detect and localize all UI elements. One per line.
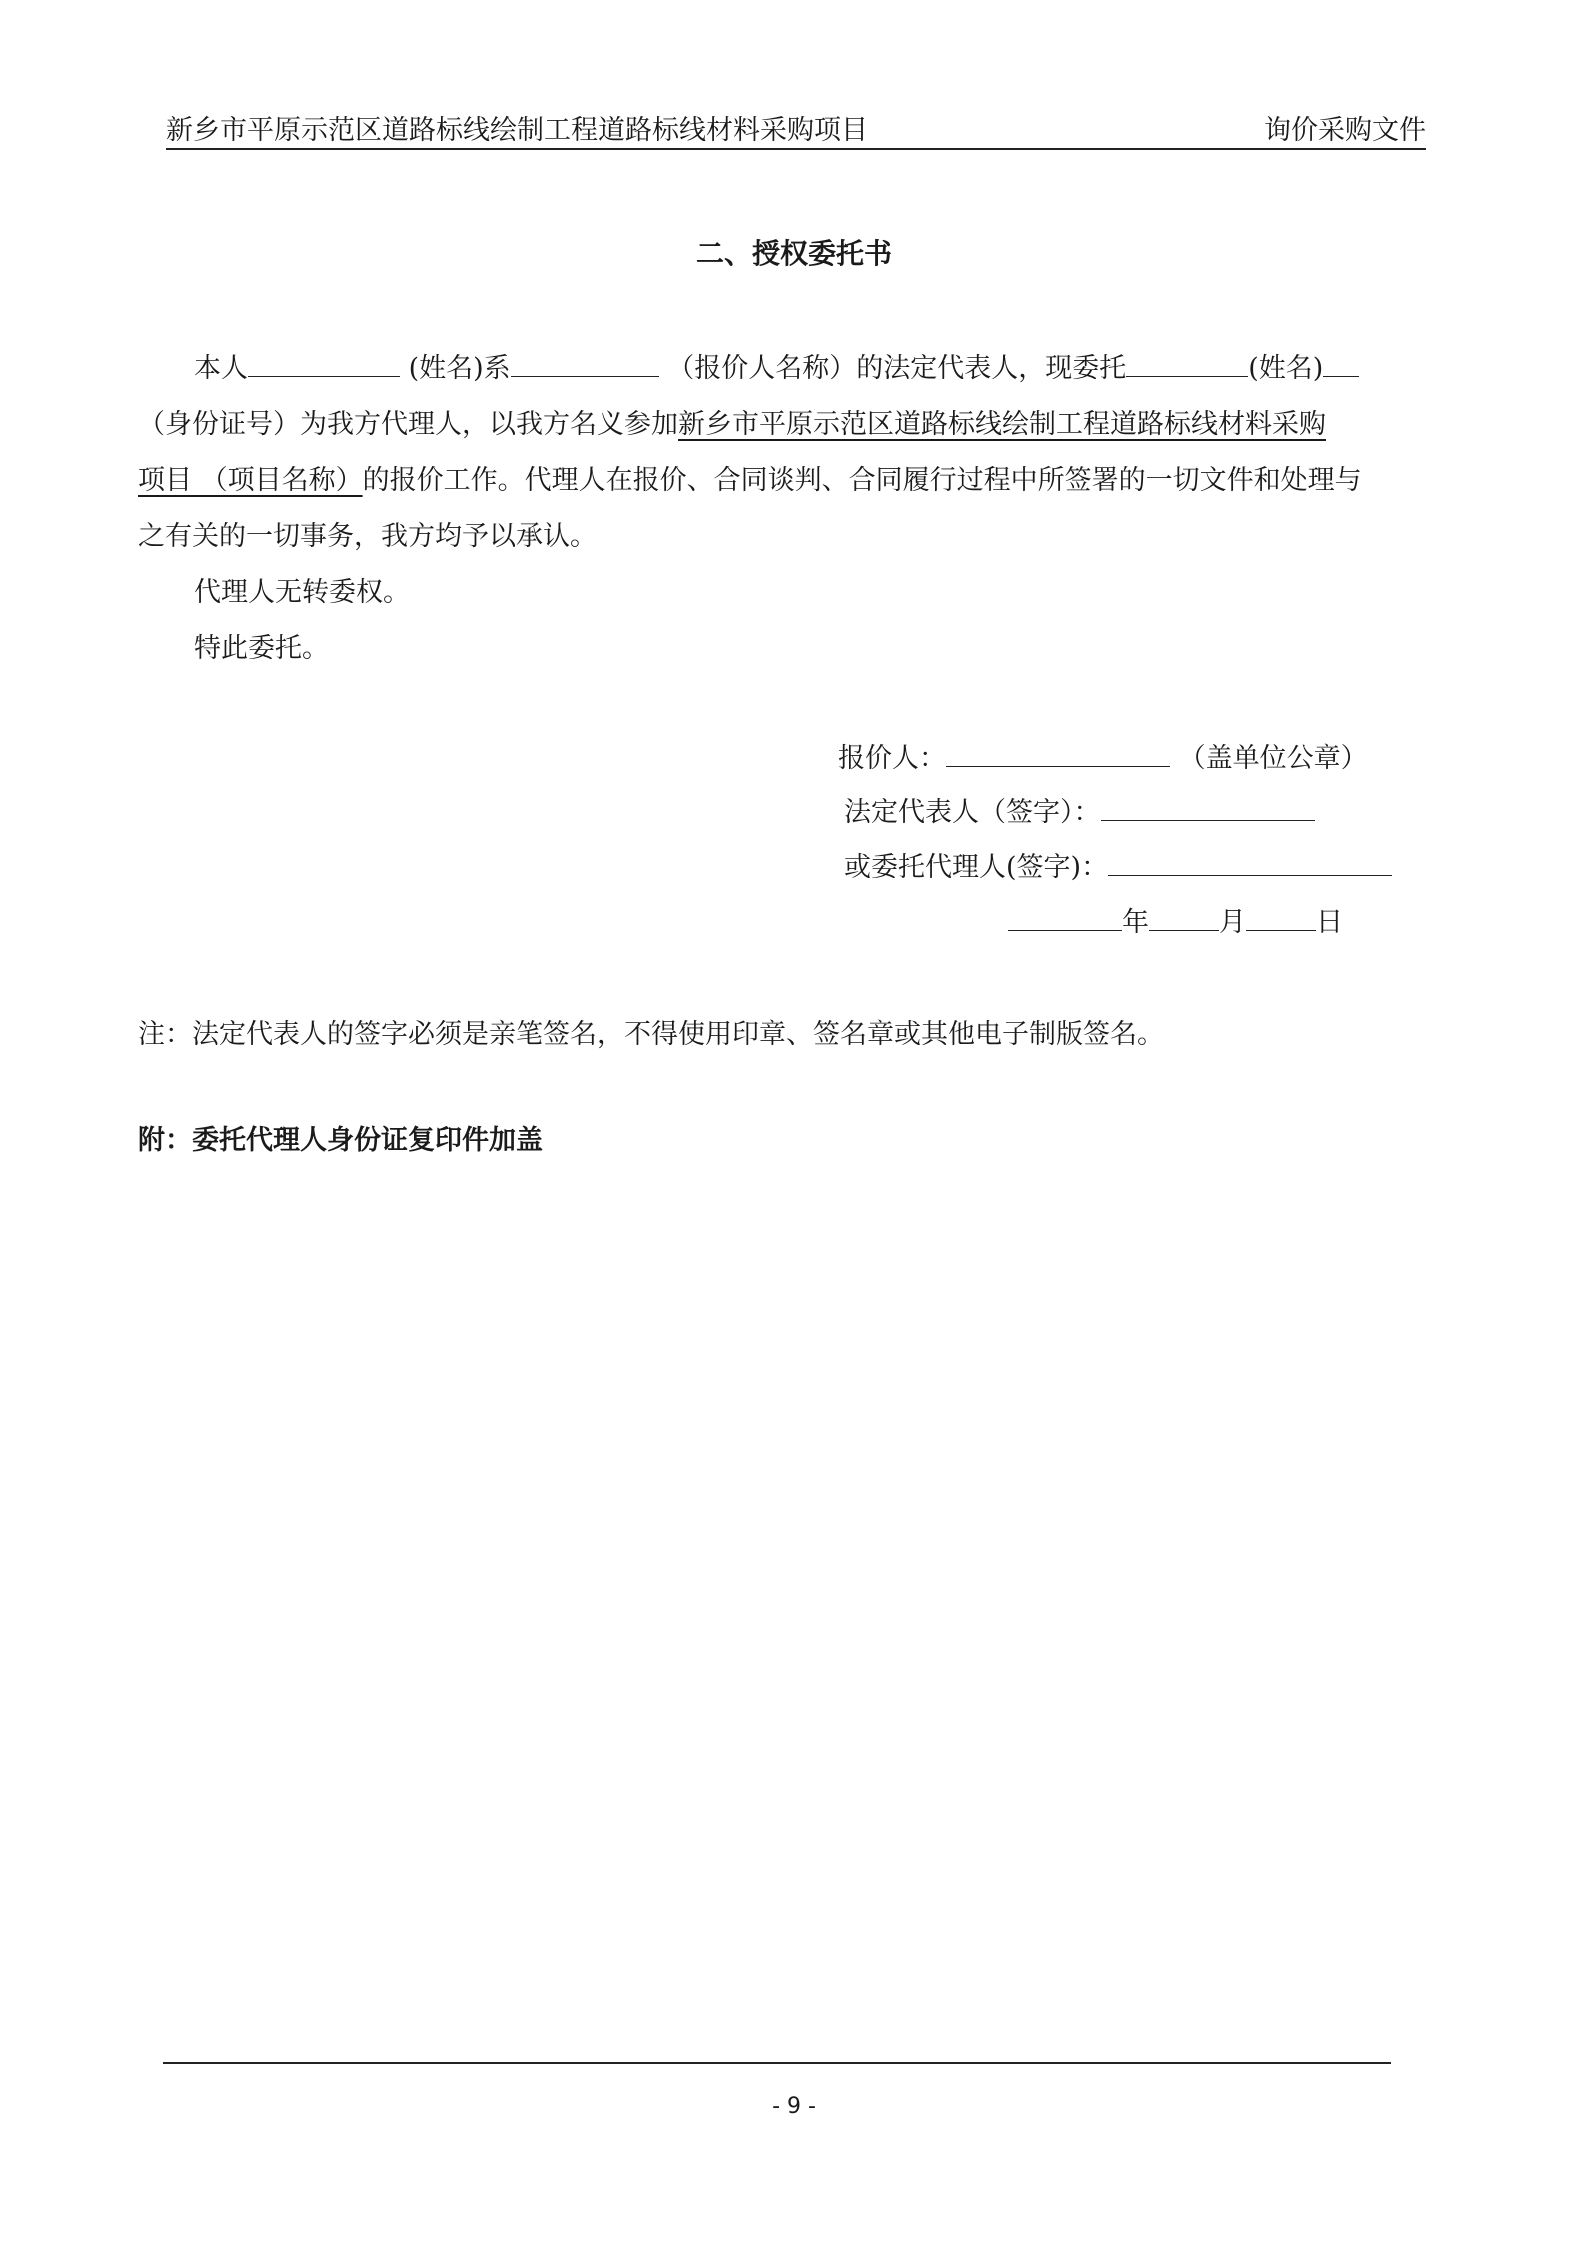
body-text: (姓名)	[1248, 353, 1324, 384]
agent-signature-line	[844, 845, 1392, 884]
body-line-2	[138, 402, 1326, 441]
month-label: 月	[1219, 907, 1246, 938]
id-number-blank[interactable]	[1323, 349, 1359, 377]
agent-blank[interactable]	[1108, 848, 1392, 876]
legal-rep-blank[interactable]	[1101, 793, 1315, 821]
body-text: 代理人无转委权。	[194, 577, 410, 608]
bidder-label: 报价人：	[838, 743, 946, 774]
body-text: (姓名)系	[408, 353, 511, 384]
year-blank[interactable]	[1008, 903, 1122, 931]
page-header	[166, 104, 1426, 150]
project-name-underlined: 项目 （项目名称）	[138, 465, 363, 496]
body-text: （报价人名称）的法定代表人，现委托	[667, 353, 1127, 384]
footer-divider	[163, 2062, 1391, 2064]
body-line-4	[138, 514, 597, 553]
month-blank[interactable]	[1149, 903, 1219, 931]
body-line-5	[194, 570, 410, 609]
agent-name-blank[interactable]	[1126, 349, 1248, 377]
legal-rep-signature-line	[844, 790, 1315, 829]
legal-rep-label: 法定代表人（签字）：	[844, 797, 1101, 828]
body-text: 特此委托。	[194, 633, 329, 664]
bidder-name-blank[interactable]	[511, 349, 659, 377]
body-text: 本人	[194, 353, 248, 384]
bidder-seal-note: （盖单位公章）	[1178, 743, 1368, 774]
day-blank[interactable]	[1246, 903, 1316, 931]
year-label: 年	[1122, 907, 1149, 938]
page-number: - 9 -	[772, 2094, 816, 2119]
date-line	[1008, 900, 1343, 939]
day-label: 日	[1316, 907, 1343, 938]
name-blank[interactable]	[248, 349, 400, 377]
note-text: 注：法定代表人的签字必须是亲笔签名，不得使用印章、签名章或其他电子制版签名。	[138, 1019, 1164, 1050]
header-project-name: 新乡市平原示范区道路标线绘制工程道路标线材料采购项目	[166, 115, 868, 146]
agent-label: 或委托代理人(签字)：	[844, 852, 1109, 883]
body-text: 之有关的一切事务，我方均予以承认。	[138, 521, 597, 552]
bidder-blank[interactable]	[946, 739, 1170, 767]
signature-note	[138, 1012, 1164, 1051]
document-title: 二、授权委托书	[695, 237, 892, 270]
project-name-underlined: 新乡市平原示范区道路标线绘制工程道路标线材料采购	[678, 409, 1326, 440]
body-line-3	[138, 458, 1362, 497]
body-line-6	[194, 626, 329, 665]
attachment-heading	[138, 1118, 543, 1157]
bidder-signature-line	[838, 736, 1368, 775]
body-text: （身份证号）为我方代理人，以我方名义参加	[138, 409, 678, 440]
header-doc-type: 询价采购文件	[1264, 115, 1426, 146]
body-text: 的报价工作。代理人在报价、合同谈判、合同履行过程中所签署的一切文件和处理与	[362, 465, 1362, 496]
attachment-text: 附：委托代理人身份证复印件加盖	[138, 1125, 543, 1156]
body-line-1	[194, 346, 1359, 385]
